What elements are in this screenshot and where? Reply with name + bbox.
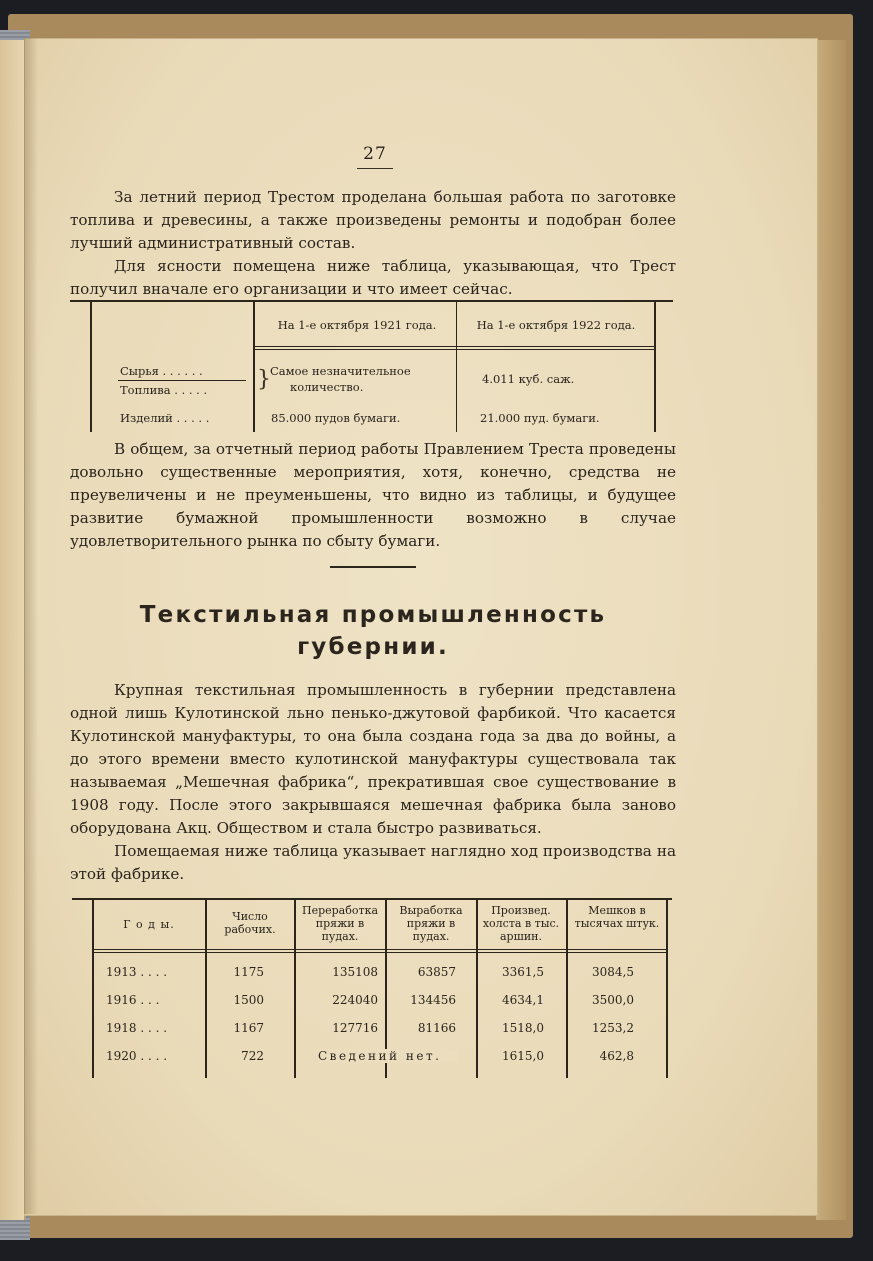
cell-1921: количество. bbox=[290, 380, 364, 394]
canvas-cell: 3361,5 bbox=[502, 965, 544, 979]
trust-table bbox=[90, 300, 670, 430]
table-header-rule bbox=[253, 349, 654, 350]
section-paragraph-1: Крупная текстильная промышленность в губернии представлена одной лишь Кулотинской льно пенько-джутовой фарбикой. Что касается Кулотинской мануфактуры, то она была создана года за два до войны, а до этого времени вместо кулотинской мануфактуры существовала так называемая „Мешечная фабрика“, прекратившая свое существование в 1908 году. После этого закрывшаяся мешечная фабрика была заново оборудована Акц. Обществом и стала быстро развиваться. bbox=[70, 681, 676, 837]
table-header-rule bbox=[253, 346, 654, 347]
bags-cell: 3084,5 bbox=[592, 965, 634, 979]
summary-text bbox=[70, 438, 676, 553]
section-text bbox=[70, 679, 676, 886]
intro-paragraph-1: За летний период Трестом проделана большая работа по заготовке топлива и древесины, а также произведены ремонты и подобран более лучший административный состав. bbox=[70, 188, 676, 252]
page-number: 27 bbox=[363, 144, 387, 164]
bags-cell: 1253,2 bbox=[592, 1021, 634, 1035]
table-top-rule bbox=[70, 300, 673, 302]
table-column-divider bbox=[566, 898, 568, 1078]
table-top-rule bbox=[72, 898, 672, 900]
canvas-cell: 1518,0 bbox=[502, 1021, 544, 1035]
bags-cell: 462,8 bbox=[599, 1049, 634, 1063]
table-right-border bbox=[654, 300, 656, 432]
output-cell: 63857 bbox=[417, 965, 456, 979]
canvas-cell: 1615,0 bbox=[502, 1049, 544, 1063]
year-cell: 1920 . . . . bbox=[106, 1049, 168, 1063]
column-header-years: Г о д ы. bbox=[123, 918, 175, 931]
spine-shadow bbox=[24, 38, 38, 1214]
processing-cell: 135108 bbox=[332, 965, 378, 979]
table-header-rule bbox=[92, 952, 666, 953]
page-stack-edge bbox=[816, 40, 846, 1220]
workers-cell: 1175 bbox=[233, 965, 264, 979]
brace: } bbox=[257, 367, 271, 392]
cell-1921: Самое незначительное bbox=[270, 364, 411, 378]
workers-cell: 1167 bbox=[233, 1021, 264, 1035]
table-column-divider bbox=[205, 898, 207, 1078]
left-page-edge bbox=[0, 40, 26, 1220]
section-title-line-1: Текстильная промышленность bbox=[139, 602, 607, 628]
canvas-cell: 4634,1 bbox=[502, 993, 544, 1007]
section-divider bbox=[330, 566, 416, 568]
row-label: Сырья . . . . . . bbox=[120, 364, 203, 378]
column-header-1921: На 1-е октября 1921 года. bbox=[277, 318, 437, 332]
year-cell: 1916 . . . bbox=[106, 993, 160, 1007]
bags-cell: 3500,0 bbox=[592, 993, 634, 1007]
table-left-border bbox=[90, 300, 92, 432]
no-data-cell: Сведений нет. bbox=[318, 1049, 458, 1063]
section-paragraph-2: Помещаемая ниже таблица указывает наглядно ход производства на этой фабрике. bbox=[70, 842, 676, 883]
intro-text bbox=[70, 186, 676, 301]
column-header-1922: На 1-е октября 1922 года. bbox=[476, 318, 636, 332]
table-column-divider bbox=[456, 300, 457, 432]
table-header-rule bbox=[92, 949, 666, 950]
column-header-bags: Мешков в тысячах штук. bbox=[574, 904, 660, 930]
output-cell: 134456 bbox=[410, 993, 456, 1007]
intro-paragraph-2: Для ясности помещена ниже таблица, указывающая, что Трест получил вначале его организации и что имеет сейчас. bbox=[70, 257, 676, 298]
processing-cell: 127716 bbox=[332, 1021, 378, 1035]
year-cell: 1918 . . . . bbox=[106, 1021, 168, 1035]
table-right-border bbox=[666, 898, 668, 1078]
section-title-line-2: губернии. bbox=[297, 634, 449, 660]
column-header-output: Выработка пряжи в пудах. bbox=[399, 904, 463, 943]
workers-cell: 722 bbox=[241, 1049, 264, 1063]
row-underline bbox=[118, 380, 246, 381]
column-header-processing: Переработка пряжи в пудах. bbox=[301, 904, 379, 943]
workers-cell: 1500 bbox=[233, 993, 264, 1007]
factory-production-table bbox=[72, 898, 678, 1088]
page-number-underline bbox=[357, 168, 393, 169]
column-header-canvas: Произвед. холста в тыс. аршин. bbox=[482, 904, 560, 943]
row-label: Топлива . . . . . bbox=[120, 383, 208, 397]
cell-1921: 85.000 пудов бумаги. bbox=[271, 411, 401, 425]
row-label: Изделий . . . . . bbox=[120, 411, 210, 425]
column-header-workers: Число рабочих. bbox=[224, 910, 276, 936]
processing-cell: 224040 bbox=[332, 993, 378, 1007]
output-cell: 81166 bbox=[417, 1021, 456, 1035]
year-cell: 1913 . . . . bbox=[106, 965, 168, 979]
table-column-divider bbox=[253, 300, 255, 432]
cell-1922: 4.011 куб. саж. bbox=[482, 372, 575, 386]
summary-paragraph: В общем, за отчетный период работы Правлением Треста проведены довольно существенные мероприятия, хотя, конечно, средства не преувеличены и не преуменьшены, что видно из таблицы, и будущее развитие бумажной промышленности возможно в случае удовлетворительного рынка по сбыту бумаги. bbox=[70, 440, 676, 550]
cell-1922: 21.000 пуд. бумаги. bbox=[480, 411, 600, 425]
